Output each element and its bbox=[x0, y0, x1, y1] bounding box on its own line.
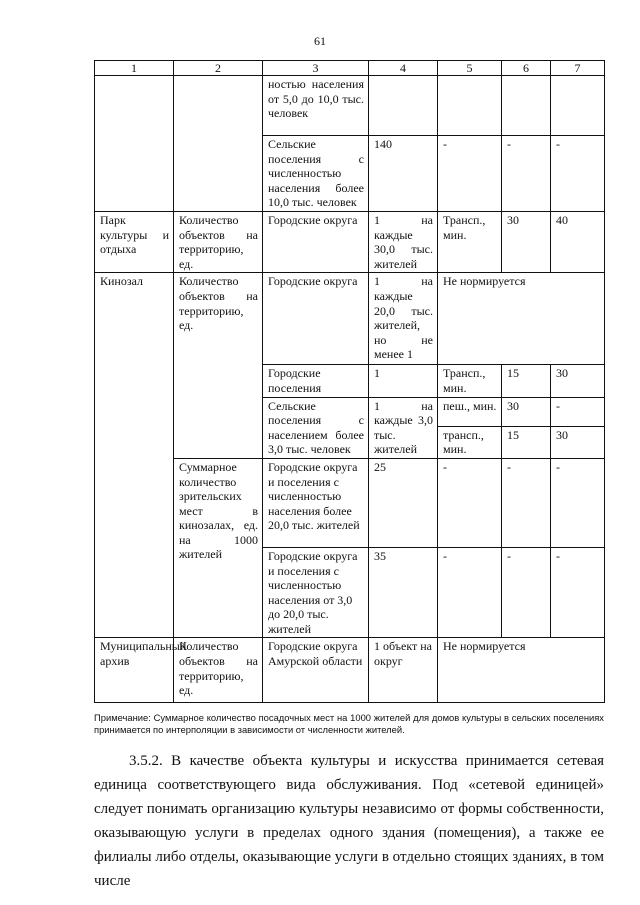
page-number: 61 bbox=[314, 34, 326, 48]
table-cell: Городские округа Амурской области bbox=[263, 638, 369, 703]
table-cell: 1 объект на округ bbox=[369, 638, 438, 703]
header-cell-3: 3 bbox=[263, 61, 369, 76]
table-cell: - bbox=[502, 458, 551, 547]
table-cell: - bbox=[502, 547, 551, 638]
table-cell bbox=[95, 76, 174, 212]
header-cell-6: 6 bbox=[502, 61, 551, 76]
table-cell: Кинозал bbox=[95, 273, 174, 638]
table-cell: Не нормируется bbox=[438, 273, 605, 365]
table-cell: - bbox=[438, 458, 502, 547]
table-cell: 40 bbox=[551, 211, 605, 272]
table-cell: Городские округа и поселения с численностью населения более 20,0 тыс. жителей bbox=[263, 458, 369, 547]
table-cell bbox=[174, 76, 263, 212]
table-cell: Не нормируется bbox=[438, 638, 605, 703]
table-header-row bbox=[95, 61, 605, 76]
paragraph-text: 3.5.2. В качестве объекта культуры и искусства принимается сетевая единица соответствующего вида обслуживания. Под «сетевой единицей» следует понимать организацию культуры независимо от формы собственности, оказывающую услуги в пределах одного здания (помещения), а также ее филиалы либо отделы, оказывающие услуги в отдельно стоящих зданиях, в том числе bbox=[94, 753, 604, 889]
table-cell: - bbox=[438, 136, 502, 212]
table-cell: Парк культуры и отдыха bbox=[95, 211, 174, 272]
table-cell: 30 bbox=[502, 397, 551, 426]
table-cell: - bbox=[551, 397, 605, 426]
table-row-archive bbox=[95, 638, 605, 703]
table-cell: Городские поселения bbox=[263, 365, 369, 397]
table-cell: Количество объектов на территорию, ед. bbox=[174, 638, 263, 703]
table-cell: 30 bbox=[551, 365, 605, 397]
table-cell: трансп., мин. bbox=[438, 426, 502, 458]
table-cell: Трансп., мин. bbox=[438, 211, 502, 272]
table-cell: 15 bbox=[502, 426, 551, 458]
body-paragraph bbox=[94, 749, 604, 893]
table-cell: 1 bbox=[369, 365, 438, 397]
table-cell: - bbox=[551, 458, 605, 547]
header-cell-4: 4 bbox=[369, 61, 438, 76]
table-cell: Сельские поселения с численностью населения более 10,0 тыс. человек bbox=[263, 136, 369, 212]
table-cell: 140 bbox=[369, 136, 438, 212]
table-cell: пеш., мин. bbox=[438, 397, 502, 426]
table-cell: Муниципальный архив bbox=[95, 638, 174, 703]
table-cell: - bbox=[438, 547, 502, 638]
table-cell: - bbox=[551, 136, 605, 212]
table-cell: Сельские поселения с населением более 3,0 тыс. человек bbox=[263, 397, 369, 458]
table-cell: Городские округа bbox=[263, 211, 369, 272]
header-cell-7: 7 bbox=[551, 61, 605, 76]
table-cell: Количество объектов на территорию, ед. bbox=[174, 273, 263, 459]
table-row-cinema bbox=[95, 273, 605, 365]
table-cell bbox=[551, 76, 605, 136]
table-cell bbox=[369, 76, 438, 136]
table-cell: Количество объектов на территорию, ед. bbox=[174, 211, 263, 272]
table-cell: 1 на каждые 20,0 тыс. жителей, но не менее 1 bbox=[369, 273, 438, 365]
table-cell: 25 bbox=[369, 458, 438, 547]
header-cell-5: 5 bbox=[438, 61, 502, 76]
norms-table bbox=[94, 60, 605, 703]
table-cell: 15 bbox=[502, 365, 551, 397]
table-cell: ностью населения от 5,0 до 10,0 тыс. человек bbox=[263, 76, 369, 136]
header-cell-2: 2 bbox=[174, 61, 263, 76]
table-cell bbox=[502, 76, 551, 136]
table-cell: 30 bbox=[551, 426, 605, 458]
table-cell: 1 на каждые 3,0 тыс. жителей bbox=[369, 397, 438, 458]
table-cell: Суммарное количество зрительских мест в кинозалах, ед. на 1000 жителей bbox=[174, 458, 263, 638]
table-cell: 35 bbox=[369, 547, 438, 638]
table-cell: Городские округа bbox=[263, 273, 369, 365]
table-cell: Городские округа и поселения с численностью населения от 3,0 до 20,0 тыс. жителей bbox=[263, 547, 369, 638]
table-cell: 1 на каждые 30,0 тыс. жителей bbox=[369, 211, 438, 272]
table-cell: 30 bbox=[502, 211, 551, 272]
table-row-park bbox=[95, 211, 605, 272]
table-cell: Трансп., мин. bbox=[438, 365, 502, 397]
table-cell: - bbox=[551, 547, 605, 638]
table-cell: - bbox=[502, 136, 551, 212]
table-note: Примечание: Суммарное количество посадочных мест на 1000 жителей для домов культуры в сельских поселениях принимается по интерполяции в зависимости от численности жителей. bbox=[94, 712, 604, 735]
table-cell bbox=[438, 76, 502, 136]
header-cell-1: 1 bbox=[95, 61, 174, 76]
table-row bbox=[95, 76, 605, 136]
